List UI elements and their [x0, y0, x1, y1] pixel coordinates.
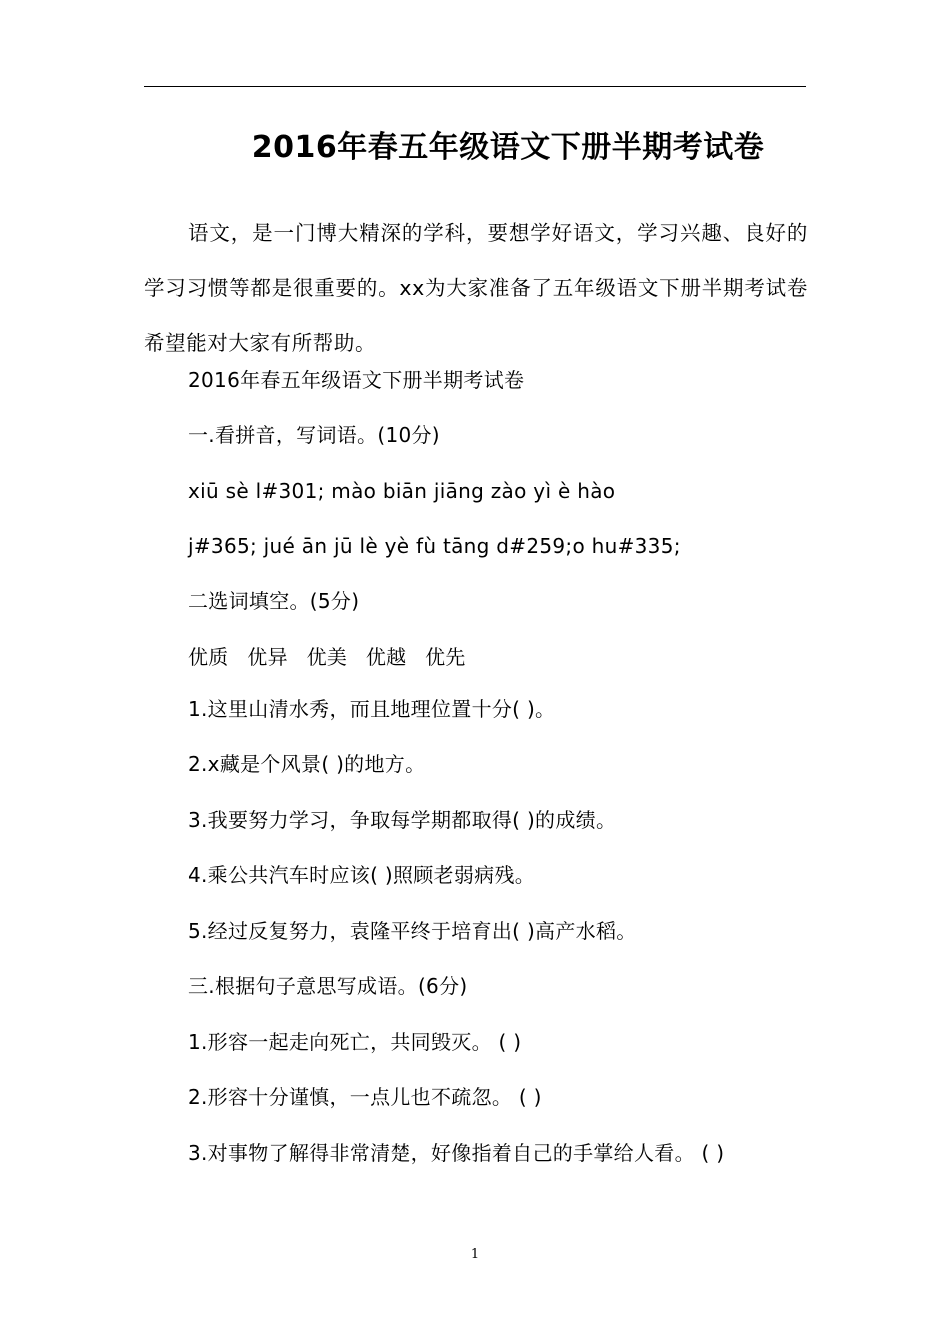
intro-paragraph: 语文，是一门博大精深的学科，要想学好语文，学习兴趣、良好的学习习惯等都是很重要的。xx为大家准备了五年级语文下册半期考试卷希望能对大家有所帮助。: [144, 221, 808, 355]
idiom-question-3: 3.对事物了解得非常清楚，好像指着自己的手掌给人看。 ( ): [188, 1141, 725, 1165]
pinyin-line-1: xiū sè l#301; mào biān jiāng zào yì è hào: [188, 479, 616, 503]
page-number: 1: [470, 1247, 480, 1262]
idiom-question-2: 2.形容十分谨慎，一点儿也不疏忽。 ( ): [188, 1085, 542, 1109]
fill-question-5: 5.经过反复努力，袁隆平终于培育出( )高产水稻。: [188, 919, 637, 943]
fill-question-4: 4.乘公共汽车时应该( )照顾老弱病残。: [188, 863, 536, 887]
word-option: 优美: [306, 645, 348, 669]
header-rule: [144, 86, 806, 87]
pinyin-line-2: j#365; jué ān jū lè yè fù tāng d#259;o hu#335;: [188, 534, 681, 558]
section-3-heading: 三.根据句子意思写成语。(6分): [188, 974, 468, 998]
exam-subtitle: 2016年春五年级语文下册半期考试卷: [188, 368, 525, 392]
word-options: [188, 643, 478, 671]
section-2-heading: 二选词填空。(5分): [188, 589, 360, 613]
idiom-question-1: 1.形容一起走向死亡，共同毁灭。 ( ): [188, 1030, 522, 1054]
word-option: 优异: [247, 645, 288, 669]
document-title: 2016年春五年级语文下册半期考试卷: [251, 130, 765, 165]
word-option: 优质: [188, 645, 229, 669]
section-1-heading: 一.看拼音，写词语。(10分): [188, 423, 440, 447]
word-option: 优先: [425, 645, 466, 669]
fill-question-1: 1.这里山清水秀，而且地理位置十分( )。: [188, 697, 556, 721]
word-option: 优越: [365, 645, 407, 669]
fill-question-3: 3.我要努力学习，争取每学期都取得( )的成绩。: [188, 808, 617, 832]
fill-question-2: 2.x藏是个风景( )的地方。: [188, 752, 426, 776]
